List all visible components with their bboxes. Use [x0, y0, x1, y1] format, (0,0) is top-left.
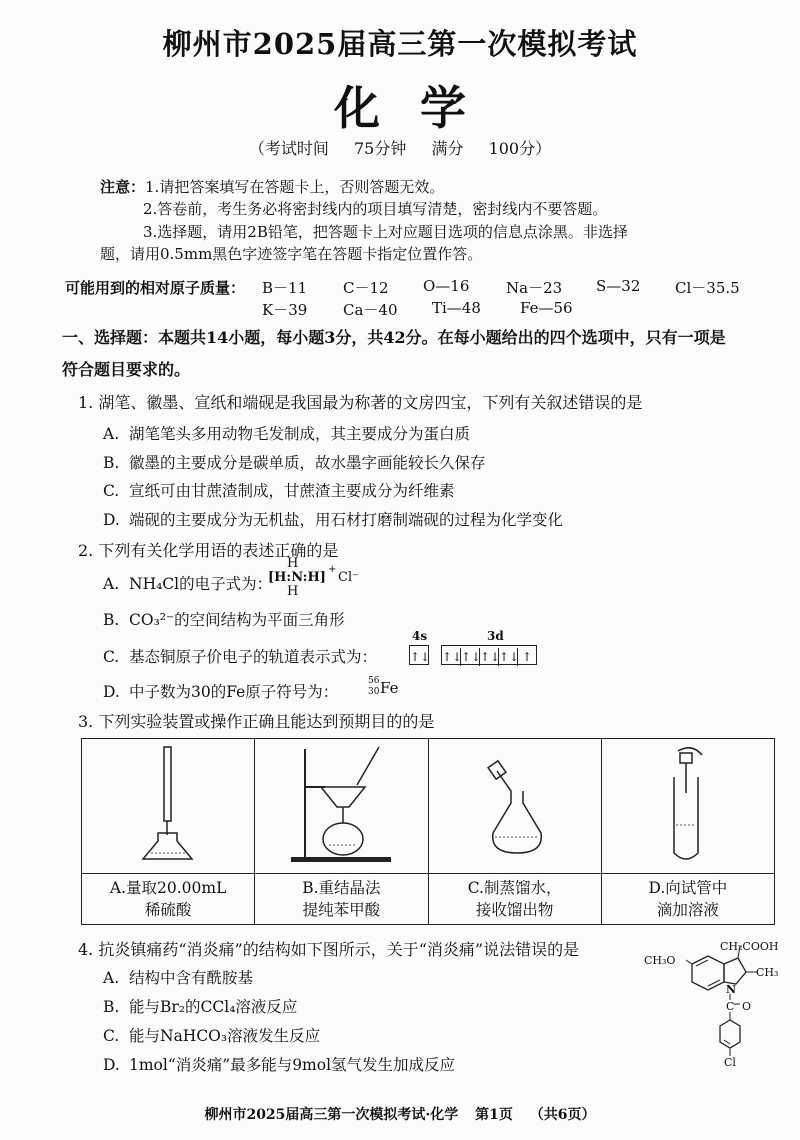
option-text: 能与Br₂的CCl₄溶液反应 — [129, 998, 298, 1016]
option-key: B. — [103, 454, 120, 472]
caption-line: D.向试管中 — [648, 879, 728, 897]
question-3-stem: 3. 下列实验装置或操作正确且能达到预期目的的是 — [78, 712, 435, 731]
option-key: B. — [103, 998, 120, 1016]
distillation-flask-icon — [435, 741, 595, 867]
apparatus-a-figure — [82, 739, 255, 874]
label-ch2cooh: CH₂COOH — [720, 940, 779, 953]
orbital-3d-cell-5: ↑ — [521, 650, 533, 664]
time-value: 75分钟 — [353, 139, 407, 158]
q1-option-a — [103, 422, 470, 444]
caption-line: 接收馏出物 — [475, 901, 554, 919]
dropper-test-tube-icon — [608, 741, 768, 867]
apparatus-d-caption — [601, 874, 774, 925]
mass-na: Na－23 — [506, 279, 563, 297]
orbital-label-3d: 3d — [487, 629, 504, 643]
mass-o: O—16 — [423, 277, 470, 295]
q1-option-d — [103, 508, 563, 530]
orbital-3d-cell-4: ↑↓ — [499, 650, 520, 664]
option-key: A. — [103, 425, 120, 443]
mass-c: C－12 — [343, 279, 389, 297]
apparatus-b-figure — [255, 739, 428, 874]
score-label: 满分 — [431, 139, 464, 158]
option-text: 结构中含有酰胺基 — [129, 969, 254, 987]
question-2-stem: 2. 下列有关化学用语的表述正确的是 — [78, 541, 339, 560]
mass-s: S—32 — [596, 277, 641, 295]
mass-cl: Cl－35.5 — [675, 279, 740, 297]
orbital-3d-cell-2: ↑↓ — [461, 650, 482, 664]
exam-time-line — [0, 136, 800, 159]
mass-fe: Fe—56 — [520, 299, 573, 317]
atomic-mass-label — [65, 277, 245, 298]
label-ch3: CH₃ — [756, 966, 779, 979]
ef-top-h: H — [287, 556, 299, 571]
label-ch3o: CH₃O — [644, 954, 676, 967]
mass-ti: Ti—48 — [432, 299, 481, 317]
question-1-stem: 1. 湖笔、徽墨、宣纸和端砚是我国最为称著的文房四宝，下列有关叙述错误的是 — [78, 393, 643, 412]
label-o: O — [742, 1000, 752, 1013]
q1-option-b — [103, 451, 486, 473]
apparatus-b-caption — [255, 874, 428, 925]
orbital-label-4s: 4s — [412, 629, 428, 643]
caption-line: 滴加溶液 — [656, 901, 719, 919]
electron-formula — [268, 556, 359, 599]
apparatus-a-caption — [82, 874, 255, 925]
notice-item-3: 3.选择题，请用2B铅笔，把答题卡上对应题目选项的信息点涂黑。非选择 — [143, 223, 628, 241]
label-c: C — [726, 1000, 735, 1013]
time-label: （考试时间 — [248, 139, 329, 158]
burette-flask-icon — [88, 741, 248, 867]
ef-anion: Cl⁻ — [338, 570, 359, 585]
mass-ca: Ca－40 — [343, 301, 398, 319]
orbital-3d-cell-3: ↑↓ — [480, 650, 501, 664]
q2-option-b — [103, 608, 345, 630]
orbital-3d-cell-1: ↑↓ — [442, 650, 463, 664]
ef-charge: + — [328, 564, 337, 575]
footer-title: 柳州市2025届高三第一次模拟考试·化学 — [204, 1107, 459, 1123]
section-heading-line-1: 一、选择题：本题共14小题，每小题3分，共42分。在每小题给出的四个选项中，只有一项是 — [62, 328, 726, 347]
option-key: D. — [103, 1056, 120, 1074]
caption-line: C.制蒸馏水， — [467, 879, 562, 897]
q2-option-a — [103, 572, 272, 594]
q4-option-a — [103, 966, 253, 988]
apparatus-c-caption — [428, 874, 601, 925]
option-key: A. — [103, 575, 120, 593]
page-footer — [0, 1104, 800, 1124]
subject-title: 化学 — [334, 81, 506, 135]
option-text: 端砚的主要成分为无机盐，用石材打磨制端砚的过程为化学变化 — [129, 511, 564, 529]
option-text: 基态铜原子价电子的轨道表示式为： — [129, 648, 378, 666]
option-text: 1mol“消炎痛”最多能与9mol氢气发生加成反应 — [129, 1056, 456, 1074]
option-text: 能与NaHCO₃溶液发生反应 — [129, 1027, 321, 1045]
apparatus-table — [81, 738, 775, 925]
q2-option-d — [103, 680, 338, 702]
notice-line-1 — [100, 176, 740, 198]
apparatus-d-figure — [601, 739, 774, 874]
mass-b: B－11 — [262, 279, 308, 297]
label-n: N — [726, 983, 737, 996]
mass-k: K－39 — [262, 301, 308, 319]
option-text: 徽墨的主要成分是碳单质，故水墨字画能较长久保存 — [129, 454, 486, 472]
caption-line: 稀硫酸 — [144, 901, 192, 919]
label-cl: Cl — [724, 1056, 736, 1069]
isotope-element: Fe — [380, 679, 399, 697]
q2-option-c — [103, 645, 377, 667]
q4-option-c — [103, 1024, 320, 1046]
ef-bottom-h: H — [287, 584, 299, 599]
indomethacin-structure — [642, 938, 792, 1098]
option-key: C. — [103, 1027, 120, 1045]
option-key: C. — [103, 482, 120, 500]
notice-label: 注意： — [100, 178, 146, 196]
q1-option-c — [103, 479, 455, 501]
isotope-mass: 56 — [368, 676, 380, 686]
option-key: B. — [103, 611, 120, 629]
orbital-3d-boxes — [441, 645, 537, 665]
ef-bracket: [H:N:H] — [268, 570, 326, 585]
option-text: 中子数为30的Fe原子符号为： — [129, 683, 339, 701]
option-text: CO₃²⁻的空间结构为平面三角形 — [129, 611, 345, 629]
atomic-mass-title: 可能用到的相对原子质量： — [65, 279, 246, 297]
score-value: 100分） — [488, 139, 552, 158]
exam-title: 柳州市2025届高三第一次模拟考试 — [162, 27, 638, 61]
footer-page: 第1页 — [475, 1107, 513, 1123]
recrystallization-stand-icon — [261, 741, 421, 867]
caption-line: A.量取20.00mL — [109, 879, 227, 897]
option-text: NH₄Cl的电子式为： — [129, 575, 273, 593]
notice-item-2: 2.答卷前，考生务必将密封线内的项目填写清楚，密封线内不要答题。 — [143, 200, 608, 218]
q4-option-b — [103, 995, 297, 1017]
footer-total: （共6页） — [529, 1107, 596, 1123]
question-4-stem: 4. 抗炎镇痛药“消炎痛”的结构如下图所示，关于“消炎痛”说法错误的是 — [78, 940, 580, 959]
section-heading-line-2: 符合题目要求的。 — [62, 360, 191, 379]
isotope-z: 30 — [368, 687, 380, 697]
notice-item-1: 1.请把答案填写在答题卡上，否则答题无效。 — [145, 178, 445, 196]
option-key: D. — [103, 683, 120, 701]
caption-line: B.重结晶法 — [302, 879, 381, 897]
option-key: C. — [103, 648, 120, 666]
apparatus-c-figure — [428, 739, 601, 874]
notice-item-4: 题，请用0.5mm黑色字迹签字笔在答题卡指定位置作答。 — [100, 245, 483, 263]
caption-line: 提纯苯甲酸 — [302, 901, 381, 919]
option-text: 宣纸可由甘蔗渣制成，甘蔗渣主要成分为纤维素 — [129, 482, 455, 500]
orbital-4s-cell: ↑↓ — [410, 650, 431, 664]
orbital-4s-box — [409, 645, 429, 665]
option-text: 湖笔笔头多用动物毛发制成，其主要成分为蛋白质 — [129, 425, 471, 443]
option-key: D. — [103, 511, 120, 529]
q4-option-d — [103, 1053, 455, 1075]
option-key: A. — [103, 969, 120, 987]
isotope-symbol — [368, 676, 408, 700]
